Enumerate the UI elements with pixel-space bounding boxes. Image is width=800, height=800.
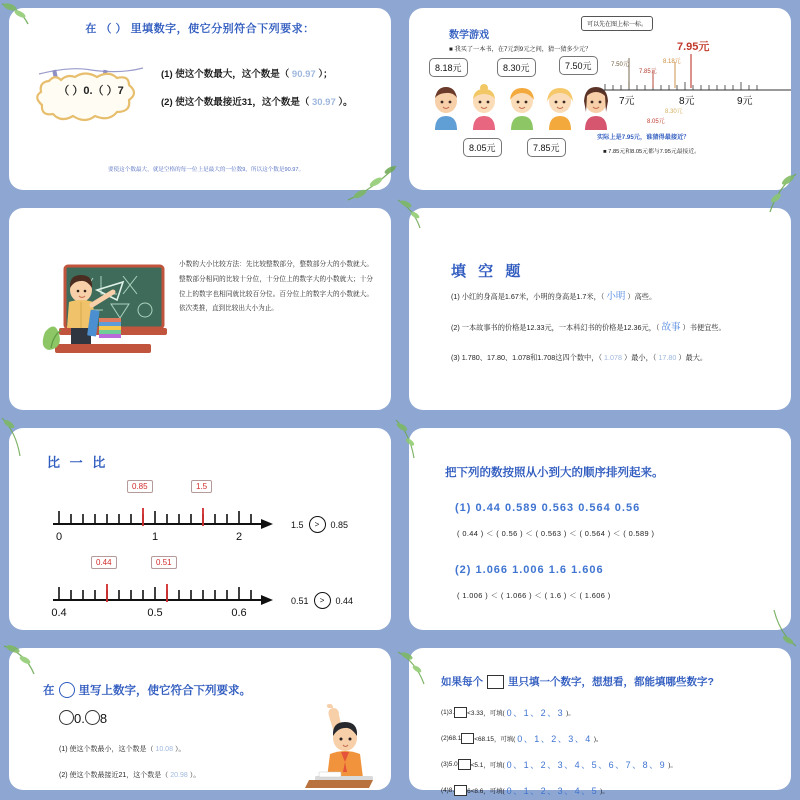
numberline-mark-8-30: 8.30元 [665, 109, 683, 115]
fill-blank-2-answer: 故事 [661, 322, 681, 334]
item-2-tail: ）。 [338, 97, 353, 108]
square-blank-icon [461, 733, 474, 744]
item-1-tail: ）； [318, 69, 333, 80]
g1-n5: 0.56 [614, 502, 641, 514]
g2-n3: 1.6 [548, 564, 567, 576]
row-3-tail: )。 [668, 762, 677, 769]
row-3-post: <5.1，可填( [470, 762, 505, 769]
avatar-child-2 [469, 84, 499, 130]
greater-than-icon: > [309, 516, 326, 533]
flag-0-44: 0.44 [91, 556, 117, 569]
table-row [441, 784, 609, 797]
numberline-mark-7-50: 7.50元 [611, 62, 629, 68]
slide-1-title: 在 （ ） 里填数字，使它分别符合下列要求： [85, 23, 315, 35]
s7-item-2-pre: (2) 使这个数最接近21，这个数是（ [59, 772, 169, 779]
svg-text:1: 1 [151, 531, 159, 543]
number-line [595, 22, 795, 132]
numberline-tick-9: 9元 [737, 96, 753, 107]
numberline-mark-7-85: 7.85元 [639, 69, 657, 75]
fill-blank-3-answer-1: 1.078 [604, 352, 623, 362]
comparison-2 [291, 592, 353, 609]
item-1-label: (1) 使这个数最大，这个数是（ [161, 69, 290, 80]
slide-5-card [9, 428, 391, 630]
numberline-tick-8: 8元 [679, 96, 695, 107]
slide-5 [0, 420, 400, 640]
flag-0-51: 0.51 [151, 556, 177, 569]
slide-3-card [9, 208, 391, 410]
slide-2-question: ■ 我买了一本书，在7元到9元之间，猜一猜多少元？ [449, 46, 592, 53]
slide-7-title-b: 里写上数字，使它符合下列要求。 [78, 685, 251, 697]
fill-blank-3-mid: ）最小，（ [624, 352, 657, 362]
g2-n2: 1.006 [512, 564, 545, 576]
list-item [161, 94, 381, 108]
number-line-1 [49, 500, 279, 546]
guess-bubble-1: 8.18元 [429, 58, 468, 77]
row-2-post: <68.15，可填( [474, 736, 516, 743]
fill-blank-2-pre: (2) 一本故事书的价格是12.33元，一本科幻书的价格是12.36元，（ [451, 323, 660, 333]
circle-blank-icon [59, 710, 74, 725]
fill-blank-3-post: ）最大。 [678, 352, 708, 362]
row-1-tail: )。 [566, 710, 575, 717]
avatar-child-1 [431, 84, 461, 130]
cmp-2-right: 0.44 [335, 595, 354, 606]
slide-4-card [409, 208, 791, 410]
slide-6-title: 把下列的数按照从小到大的顺序排列起来。 [445, 467, 664, 479]
teacher-blackboard-illustration [37, 260, 167, 365]
fill-blank-3-answer-2: 17.80 [658, 352, 677, 362]
list-item [451, 353, 771, 363]
expr-part-a: 0. [74, 711, 85, 726]
g2-n4: 1.606 [571, 564, 604, 576]
slide-2-card [409, 8, 791, 190]
row-3-pre: (3)5.0 [441, 761, 458, 768]
slide-4 [400, 200, 800, 420]
numberline-tick-7: 7元 [619, 96, 635, 107]
cloud-expression: （ ）0.（ ）7 [58, 85, 124, 97]
row-4-digits: 0、1、2、3、4、5 [506, 786, 599, 796]
slide-7 [0, 640, 400, 800]
square-blank-icon [454, 785, 467, 796]
slide-7-card [9, 648, 391, 790]
numberline-mark-8-18: 8.18元 [663, 59, 681, 65]
cmp-1-left: 1.5 [291, 519, 304, 530]
row-4-tail: )。 [600, 788, 609, 795]
group-1-label: (1) [455, 502, 472, 514]
number-line-2 [49, 576, 279, 622]
square-blank-icon [487, 675, 504, 689]
row-4-pre: (4)8. [441, 787, 455, 794]
table-row [441, 758, 677, 771]
slide-6 [400, 420, 800, 640]
cmp-1-right: 0.85 [330, 519, 349, 530]
list-item [161, 66, 381, 80]
slide-2-heading: 数学游戏 [449, 30, 489, 41]
fill-blank-2-post: ）书便宜些。 [682, 323, 726, 333]
svg-text:2: 2 [235, 531, 243, 543]
guess-bubble-4: 8.05元 [463, 138, 502, 157]
fill-blank-1-pre: (1) 小红的身高是1.67米，小明的身高是1.7米，（ [451, 292, 605, 301]
svg-text:0: 0 [55, 531, 63, 543]
row-4-post: 6<8.6，可填( [467, 788, 505, 795]
guess-bubble-5: 7.85元 [527, 138, 566, 157]
avatar-child-3 [507, 84, 537, 130]
item-1-answer: 90.97 [291, 69, 316, 80]
slide-4-title: 填 空 题 [451, 263, 525, 280]
group-2-numbers [455, 564, 604, 576]
square-blank-icon [454, 707, 467, 718]
slide-8 [400, 640, 800, 800]
slide-6-card [409, 428, 791, 630]
g2-n1: 1.066 [475, 564, 509, 576]
s7-item-2-post: ）。 [189, 772, 201, 779]
row-1-pre: (1)3. [441, 709, 455, 716]
list-item [451, 290, 771, 303]
slide-2-conclusion-detail: ■ 7.85元和8.05元都与7.95元最接近。 [603, 149, 700, 155]
row-1-post: <3.33，可填( [467, 710, 505, 717]
s7-item-1-post: ）。 [174, 746, 186, 753]
list-item [59, 770, 200, 780]
comparison-1 [291, 516, 348, 533]
guess-bubble-3: 7.50元 [559, 56, 598, 75]
slide-7-title [43, 682, 251, 698]
expr-part-b: 8 [99, 711, 108, 726]
slide-1 [0, 0, 400, 200]
g1-n1: 0.44 [475, 502, 501, 514]
svg-text:0.6: 0.6 [231, 607, 247, 619]
group-2-answer: ( 1.006 ) ＜ ( 1.066 ) ＜ ( 1.6 ) ＜ ( 1.606 ) [457, 591, 611, 600]
group-1-numbers [455, 502, 640, 514]
slide-8-card [409, 648, 791, 796]
slide-7-expression [59, 710, 107, 726]
slide-7-title-a: 在 [43, 685, 55, 697]
g1-n2: 0.589 [505, 502, 538, 514]
guess-bubble-2: 8.30元 [497, 58, 536, 77]
slide-1-items [161, 66, 381, 122]
row-2-tail: )。 [593, 736, 603, 743]
avatar-child-4 [545, 84, 575, 130]
slide-1-card [9, 8, 391, 190]
slide-8-title [441, 674, 714, 689]
table-row [441, 706, 575, 719]
numberline-highlight: 7.95元 [677, 41, 710, 53]
fill-blank-3-pre: (3) 1.780、17.80、1.078和1.708这四个数中，（ [451, 352, 603, 362]
slide-8-title-a: 如果每个 [441, 676, 483, 688]
g1-n4: 0.564 [578, 502, 611, 514]
item-2-answer: 30.97 [311, 97, 336, 108]
slide-3 [0, 200, 400, 420]
slide-8-title-b: 里只填一个数字，想想看，都能填哪些数字? [508, 676, 714, 688]
fill-blank-1-answer: 小明 [606, 291, 626, 302]
slide-3-body-text: 小数的大小比较方法：先比较整数部分，整数部分大的小数就大。整数部分相同的比较十分位，十分位上的数字大的小数就大；十分位上的数字也相同就比较百分位。百分位上的数字大的小数就大。依次类推，直到比较出大小为止。 [179, 261, 373, 313]
svg-text:0.4: 0.4 [51, 607, 67, 619]
list-item [59, 744, 185, 754]
slide-4-list [451, 290, 771, 381]
s7-item-1-answer: 10.08 [155, 746, 173, 753]
hint-callout: 可以先在图上标一标。 [581, 16, 653, 31]
cmp-2-left: 0.51 [291, 595, 309, 606]
table-row [441, 732, 602, 745]
group-2-label: (2) [455, 564, 472, 576]
s7-item-1-pre: (1) 使这个数最小，这个数是（ [59, 746, 154, 753]
list-item [451, 321, 771, 334]
greater-than-icon: > [314, 592, 331, 609]
row-2-digits: 0、1、2、3、4 [517, 734, 592, 744]
item-2-label: (2) 使这个数最接近31，这个数是（ [161, 97, 310, 108]
flag-0-85: 0.85 [127, 480, 153, 493]
row-1-digits: 0、1、2、3 [506, 708, 565, 718]
s7-item-2-answer: 20.98 [170, 772, 188, 779]
slide-5-title: 比 一 比 [47, 455, 109, 470]
row-3-digits: 0、1、2、3、4、5、6、7、8、9 [506, 760, 667, 770]
child-raising-hand-illustration [299, 706, 377, 790]
flag-1-5: 1.5 [191, 480, 212, 493]
circle-blank-icon [85, 710, 100, 725]
group-1-answer: ( 0.44 ) ＜ ( 0.56 ) ＜ ( 0.563 ) ＜ ( 0.564 ) ＜ ( 0.589 ) [457, 529, 655, 538]
circle-blank-icon [59, 682, 75, 698]
square-blank-icon [458, 759, 471, 770]
slide-2 [400, 0, 800, 200]
numberline-mark-8-05: 8.05元 [647, 119, 665, 125]
g1-n3: 0.563 [541, 502, 575, 514]
svg-text:0.5: 0.5 [147, 607, 163, 619]
row-2-pre: (2)68.1 [441, 735, 462, 742]
slide-1-note: 要使这个数最大，就是空格的每一位上是最大的一位数9，所以这个数是90.97。 [107, 166, 305, 173]
fill-blank-1-post: ）高些。 [627, 292, 657, 301]
slide-2-conclusion: 实际上是7.95元，谁猜得最接近？ [597, 134, 690, 141]
